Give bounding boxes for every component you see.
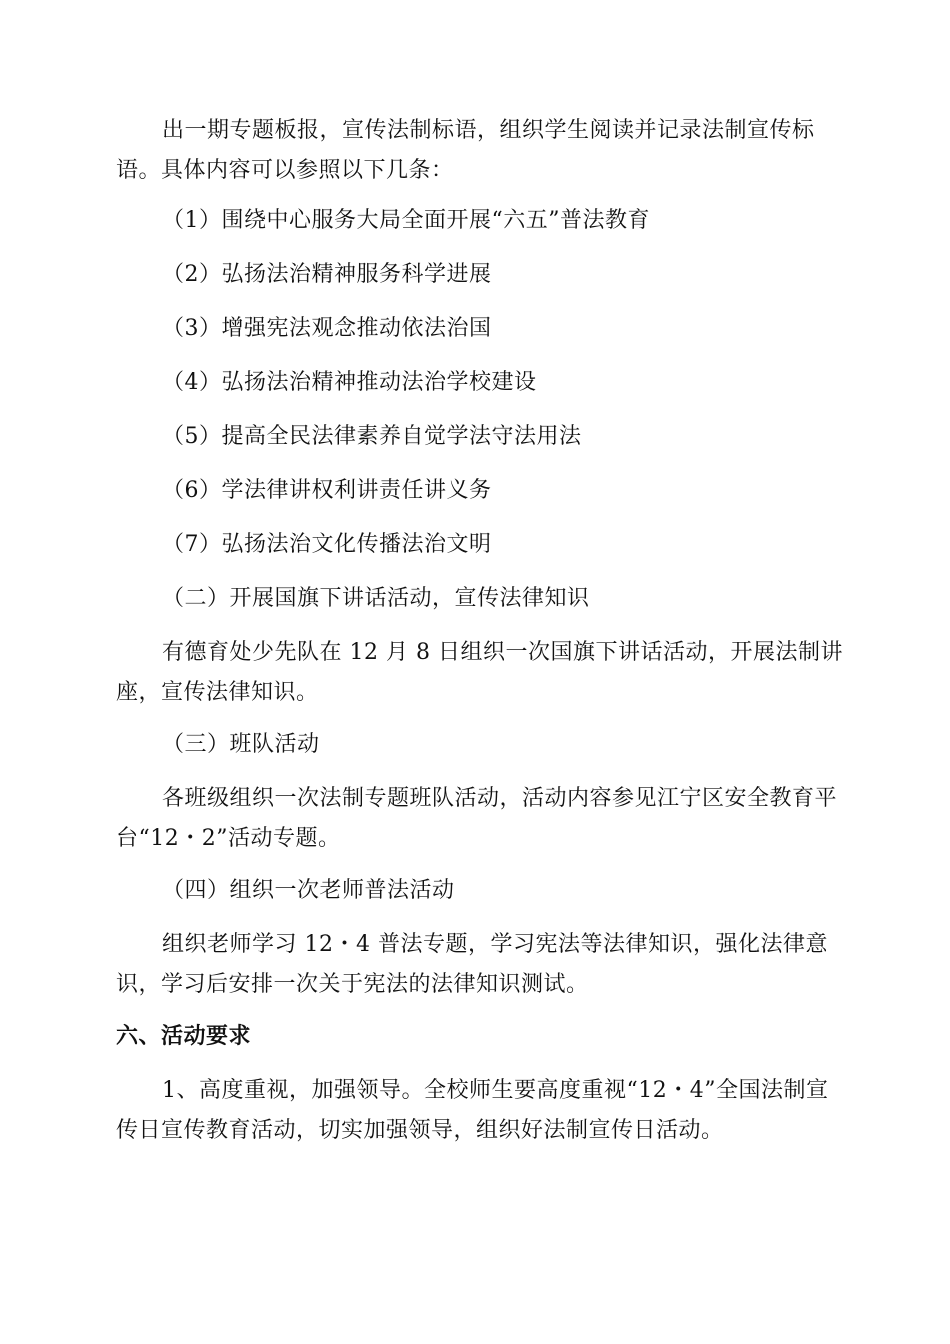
paragraph-line: 座，宣传法律知识。 (116, 680, 319, 705)
slogan-item-4: （4）弘扬法治精神推动法治学校建设 (162, 370, 537, 395)
section-title: （二）开展国旗下讲话活动，宣传法律知识 (162, 586, 590, 611)
paragraph-line: 传日宣传教育活动，切实加强领导，组织好法制宣传日活动。 (116, 1118, 724, 1143)
paragraph-line: 有德育处少先队在 12 月 8 日组织一次国旗下讲话活动，开展法制讲 (162, 640, 843, 665)
paragraph-line: 台“12・2”活动专题。 (116, 826, 341, 851)
slogan-item-2: （2）弘扬法治精神服务科学进展 (162, 262, 492, 287)
section-heading: 六、活动要求 (116, 1024, 252, 1049)
slogan-item-6: （6）学法律讲权利讲责任讲义务 (162, 478, 492, 503)
paragraph-line: 识，学习后安排一次关于宪法的法律知识测试。 (116, 972, 589, 997)
section-title: （三）班队活动 (162, 732, 320, 757)
paragraph-line: 语。具体内容可以参照以下几条： (116, 158, 454, 183)
paragraph-line: 1、高度重视，加强领导。全校师生要高度重视“12・4”全国法制宣 (162, 1078, 829, 1103)
paragraph-line: 组织老师学习 12・4 普法专题，学习宪法等法律知识，强化法律意 (162, 932, 828, 957)
slogan-item-7: （7）弘扬法治文化传播法治文明 (162, 532, 492, 557)
paragraph-line: 各班级组织一次法制专题班队活动，活动内容参见江宁区安全教育平 (162, 786, 838, 811)
slogan-item-1: （1）围绕中心服务大局全面开展“六五”普法教育 (162, 208, 650, 233)
section-title: （四）组织一次老师普法活动 (162, 878, 455, 903)
slogan-item-3: （3）增强宪法观念推动依法治国 (162, 316, 492, 341)
paragraph-line: 出一期专题板报，宣传法制标语，组织学生阅读并记录法制宣传标 (162, 118, 815, 143)
slogan-item-5: （5）提高全民法律素养自觉学法守法用法 (162, 424, 582, 449)
